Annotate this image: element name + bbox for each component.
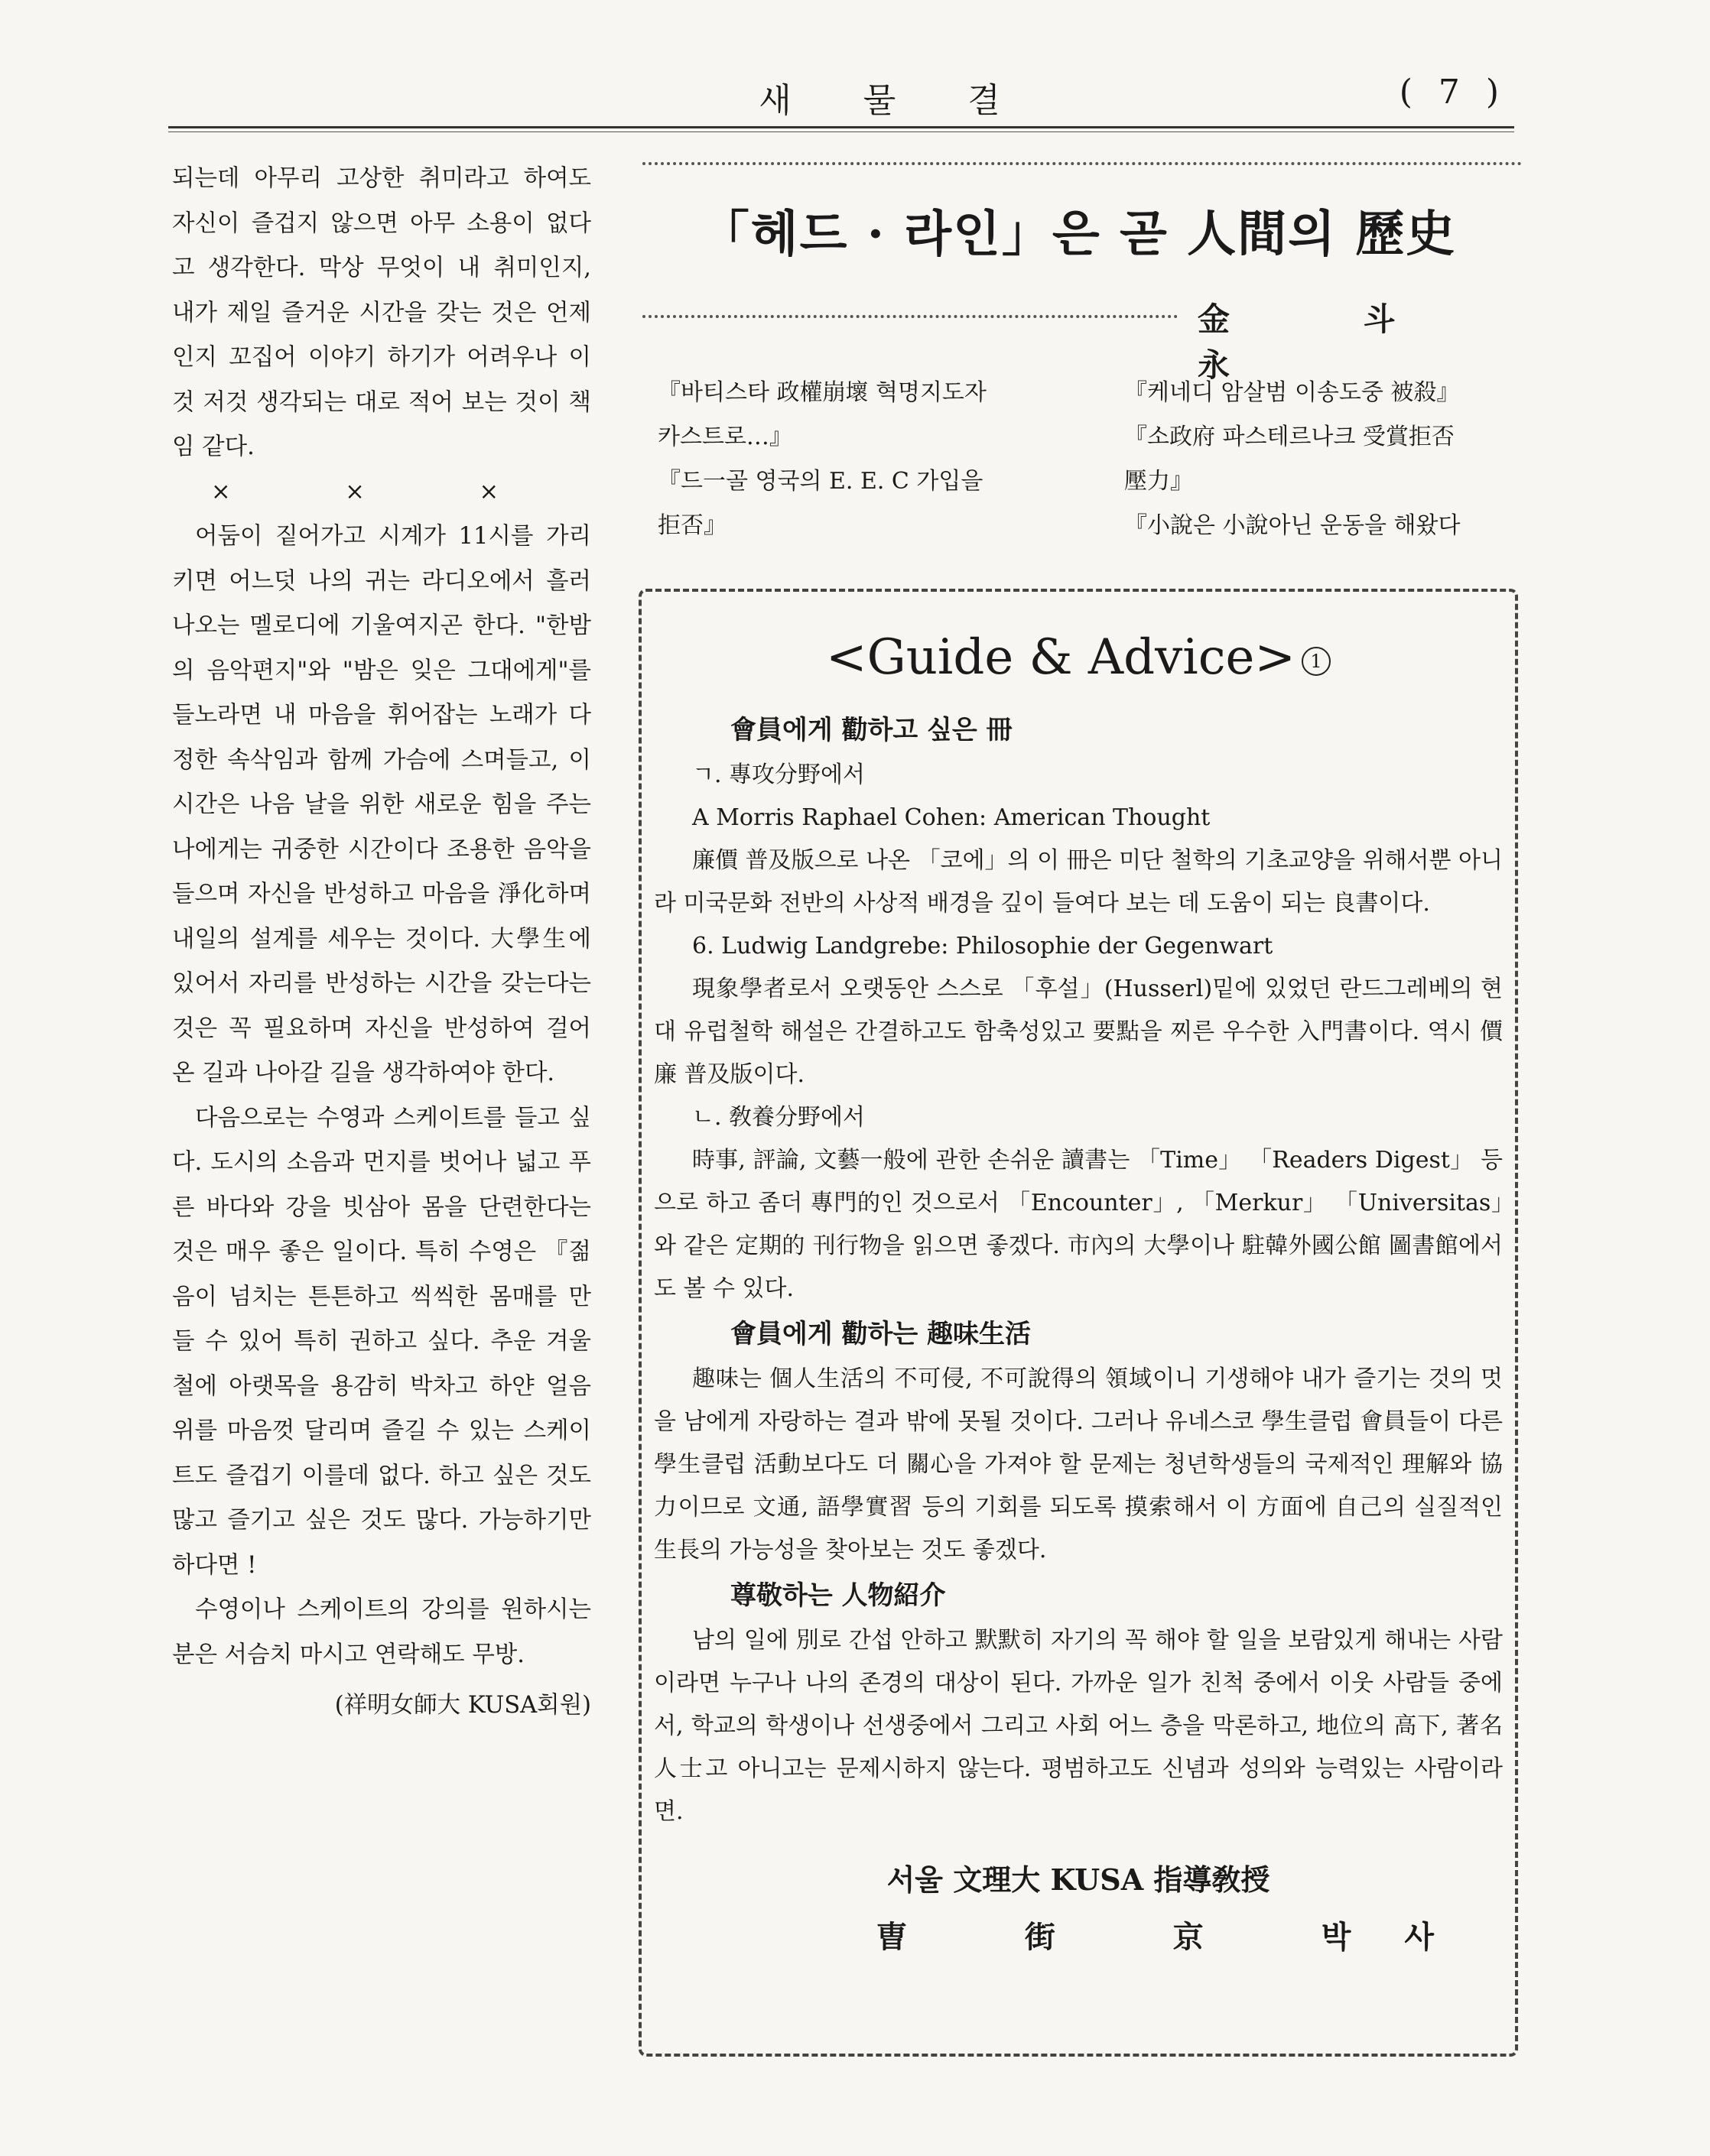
page-header — [168, 73, 1507, 126]
left-paragraph-2: 어둠이 짙어가고 시계가 11시를 가리키면 어느덧 나의 귀는 라디오에서 흘러 나오는 멜로디에 기울여지곤 한다. "한밤의 음악편지"와 "밤은 잊은 그대에게"를 들노라면 내 마음을 휘어잡는 노래가 다정한 속삭임과 함께 가슴에 스며들고, 이 시간은 나음 날을 위한 새로운 힘을 주는 나에게는 귀중한 시간이다 조용한 음악을 들으며 자신을 반성하고 마음을 淨化하며 내일의 설계를 세우는 것이다. 大學生에 있어서 자리를 반성하는 시간을 갖는다는 것은 꼭 필요하며 자신을 반성하여 걸어온 길과 나아갈 길을 생각하여야 한다. — [172, 523, 591, 1086]
teaser-line: 『小說은 小說아닌 운동을 해왔다 — [1124, 512, 1461, 539]
headline-teasers-right — [1124, 371, 1522, 548]
guide-number-badge: 1 — [1302, 647, 1331, 676]
article-headline: 「헤드 · 라인」은 곧 人間의 歷史 — [700, 206, 1457, 263]
guide-box-content — [646, 612, 1510, 1968]
respected-person-text: 남의 일에 別로 간섭 안하고 默默히 자기의 꼭 해야 할 일을 보람있게 해내는 사람이라면 누구나 나의 존경의 대상이 된다. 가까운 일가 친척 중에서 이웃 사람들 중에서, 학교의 학생이나 선생중에서 그리고 사회 어느 층을 막론하고, 地位의 高下, 著名人士고 아니고는 문제시하지 않는다. 평범하고도 신념과 성의와 능력있는 사람이라면. — [654, 1627, 1503, 1825]
guide-title — [646, 627, 1510, 688]
hobbies-text: 趣味는 個人生活의 不可侵, 不可說得의 領域이니 기생해야 내가 즐기는 것의 멋을 남에게 자랑하는 결과 밖에 못될 것이다. 그러나 유네스코 學生클럽 會員들이 다른 學生클럽 活動보다도 더 關心을 가져야 할 문제는 청년학생들의 국제적인 理解와 協力이므로 文通, 語學實習 등의 기회를 되도록 摸索해서 이 方面에 自己의 실질적인 生長의 가능성을 찾아보는 것도 좋겠다. — [654, 1365, 1503, 1563]
advisor-name: 曺 街 京 박사 — [876, 1919, 1487, 1955]
teaser-line: 『드一골 영국의 E. E. C 가입을 — [658, 468, 983, 495]
section-heading-books: 會員에게 勸하고 싶은 冊 — [730, 715, 1013, 745]
article-author: 金 斗 永 — [1193, 294, 1522, 386]
headline-teasers-left — [658, 371, 1078, 548]
teaser-line: 『소政府 파스테르나크 受賞拒否 — [1124, 424, 1455, 450]
teaser-line: 『바티스타 政權崩壞 혁명지도자 — [658, 379, 987, 406]
left-paragraph-4: 수영이나 스케이트의 강의를 원하시는 분은 서슴치 마시고 연락해도 무방. — [172, 1596, 591, 1668]
left-paragraph-3: 다음으로는 수영과 스케이트를 들고 싶다. 도시의 소음과 먼지를 벗어나 넓고 푸른 바다와 강을 빗삼아 몸을 단련한다는 것은 매우 좋은 일이다. 특히 수영은 『젊음이 넘치는 튼튼하고 씩씩한 몸매를 만들 수 있어 특히 권하고 싶다. 추운 겨울 철에 아랫목을 용감히 박차고 하얀 얼음위를 마음껏 달리며 즐길 수 있는 스케이트도 즐겁기 이를데 없다. 하고 싶은 것도많고 즐기고 싶은 것도 많다. 가능하기만 하다면 ! — [172, 1104, 591, 1579]
book-entry-1: A Morris Raphael Cohen: American Thought — [692, 804, 1211, 831]
teaser-line: 『케네디 암살범 이송도중 被殺』 — [1124, 379, 1460, 406]
subheading-major: ㄱ. 專攻分野에서 — [692, 761, 866, 788]
section-heading-respected-person: 尊敬하는 人物紹介 — [730, 1580, 946, 1611]
book-entry-2: 6. Ludwig Landgrebe: Philosophie der Gegenwart — [692, 933, 1273, 959]
book-review-1: 廉價 普及版으로 나온 「코에」의 이 冊은 미단 철학의 기초교양을 위해서뿐 아니라 미국문화 전반의 사상적 배경을 깊이 들여다 보는 데 도움이 되는 良書이다. — [654, 847, 1503, 917]
section-heading-hobbies: 會員에게 勸하는 趣味生活 — [730, 1319, 1032, 1349]
dotted-rule-top — [642, 162, 1522, 165]
header-rule — [168, 126, 1514, 128]
author-signature: (祥明女師大 KUSA회원) — [334, 1692, 591, 1719]
section-separator: × × × — [210, 478, 553, 505]
book-review-2: 現象學者로서 오랫동안 스스로 「후설」(Husserl)밑에 있었던 란드그레베의 현대 유럽철학 해설은 간결하고도 함축성있고 要點을 찌른 우수한 入門書이다. 역시 價廉 普及版이다. — [654, 976, 1503, 1088]
teaser-line: 카스트로…』 — [658, 424, 792, 450]
teaser-line: 拒否』 — [658, 512, 727, 539]
author-line — [642, 294, 1522, 384]
dotted-rule-left — [642, 315, 1178, 318]
subheading-general: ㄴ. 敎養分野에서 — [692, 1104, 866, 1131]
advisor-title: 서울 文理大 KUSA 指導敎授 — [886, 1862, 1270, 1897]
guide-title-text: <Guide & Advice> — [825, 629, 1296, 686]
page-number: ( 7 ) — [1399, 73, 1507, 112]
teaser-line: 壓力』 — [1124, 468, 1193, 495]
left-column-article — [172, 157, 591, 1729]
left-paragraph-1: 되는데 아무리 고상한 취미라고 하여도 자신이 즐겁지 않으면 아무 소용이 없다고 생각한다. 막상 무엇이 내 취미인지, 내가 제일 즐거운 시간을 갖는 것은 언제인지 꼬집어 이야기 하기가 어려우나 이것 저것 생각되는 대로 적어 보는 것이 책임 같다. — [172, 165, 591, 460]
masthead: 새 물 결 — [759, 81, 1031, 120]
general-reading-text: 時事, 評論, 文藝一般에 관한 손쉬운 讀書는 「Time」 「Readers Digest」 등으로 하고 좀더 專門的인 것으로서 「Encounter」, 「Merkur」 「Universitas」와 같은 定期的 刊行物을 읽으면 좋겠다. 市內의 大學이나 駐韓外國公館 圖書館에서도 볼 수 있다. — [654, 1147, 1503, 1302]
